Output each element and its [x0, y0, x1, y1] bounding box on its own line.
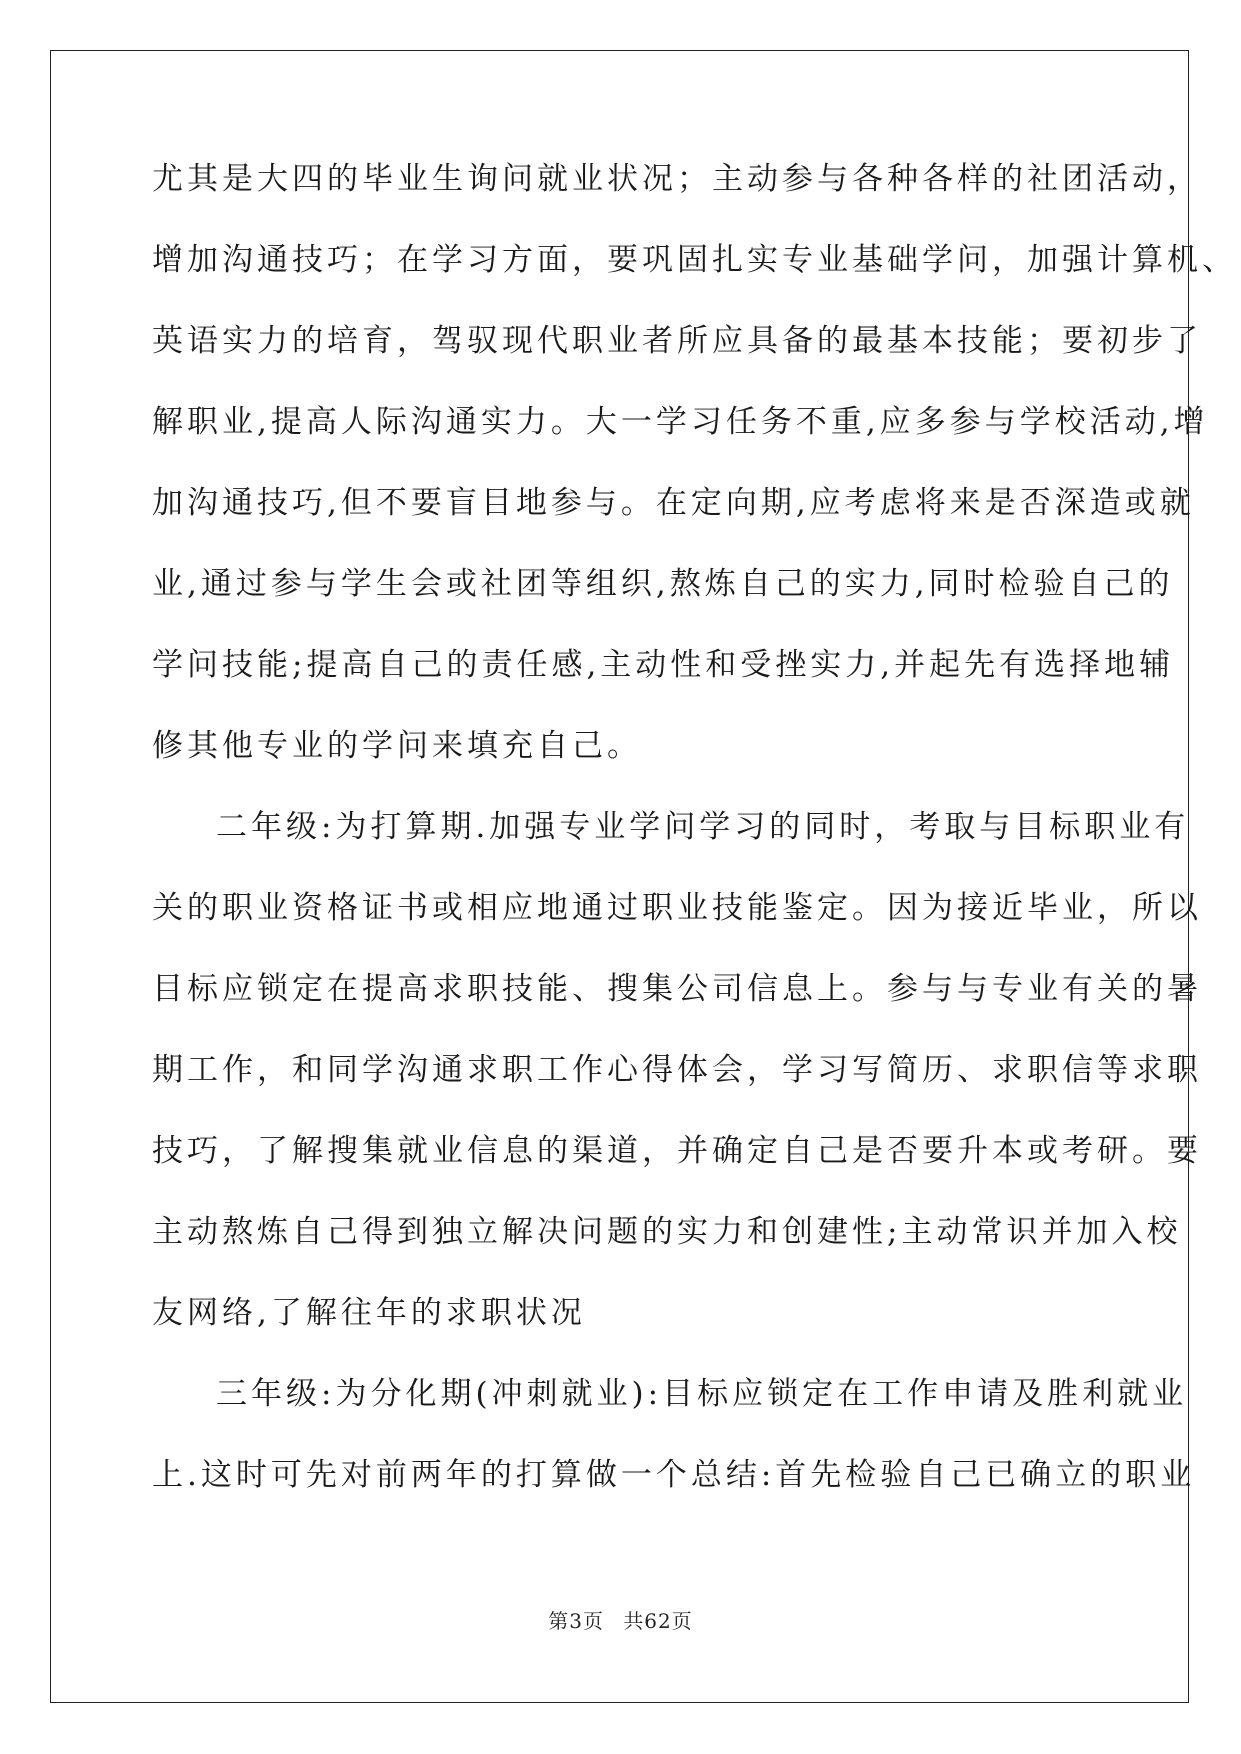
text-line: 修其他专业的学问来填充自己。 [152, 728, 642, 764]
page-number: 第3页 [548, 1609, 604, 1633]
text-line: 主动熬炼自己得到独立解决问题的实力和创建性;主动常识并加入校 [152, 1214, 1182, 1250]
text-line: 尤其是大四的毕业生询问就业状况；主动参与各种各样的社团活动， [152, 161, 1202, 197]
body-text [152, 160, 1237, 1537]
text-line: 期工作，和同学沟通求职工作心得体会，学习写简历、求职信等求职 [152, 1052, 1202, 1088]
text-line: 二年级:为打算期.加强专业学问学习的同时，考取与目标职业有 [216, 809, 1190, 845]
page-total: 共62页 [623, 1609, 693, 1633]
text-line: 业,通过参与学生会或社团等组织,熬炼自己的实力,同时检验自己的 [152, 566, 1174, 602]
text-line: 加沟通技巧,但不要盲目地参与。在定向期,应考虑将来是否深造或就 [152, 485, 1195, 521]
text-line: 目标应锁定在提高求职技能、搜集公司信息上。参与与专业有关的暑 [152, 971, 1202, 1007]
text-line: 学问技能;提高自己的责任感,主动性和受挫实力,并起先有选择地辅 [152, 647, 1175, 683]
text-line: 解职业,提高人际沟通实力。大一学习任务不重,应多参与学校活动,增 [152, 404, 1209, 440]
text-line: 上.这时可先对前两年的打算做一个总结:首先检验自己已确立的职业 [152, 1457, 1196, 1493]
text-line: 增加沟通技巧；在学习方面，要巩固扎实专业基础学问，加强计算机、 [152, 242, 1237, 278]
text-line: 友网络,了解往年的求职状况 [152, 1295, 586, 1331]
text-line: 英语实力的培育，驾驭现代职业者所应具备的最基本技能；要初步了 [152, 323, 1202, 359]
text-line: 三年级:为分化期(冲刺就业):目标应锁定在工作申请及胜利就业 [216, 1376, 1188, 1412]
page-footer [0, 1605, 1241, 1634]
text-line: 关的职业资格证书或相应地通过职业技能鉴定。因为接近毕业，所以 [152, 890, 1202, 926]
text-line: 技巧，了解搜集就业信息的渠道，并确定自己是否要升本或考研。要 [152, 1133, 1202, 1169]
